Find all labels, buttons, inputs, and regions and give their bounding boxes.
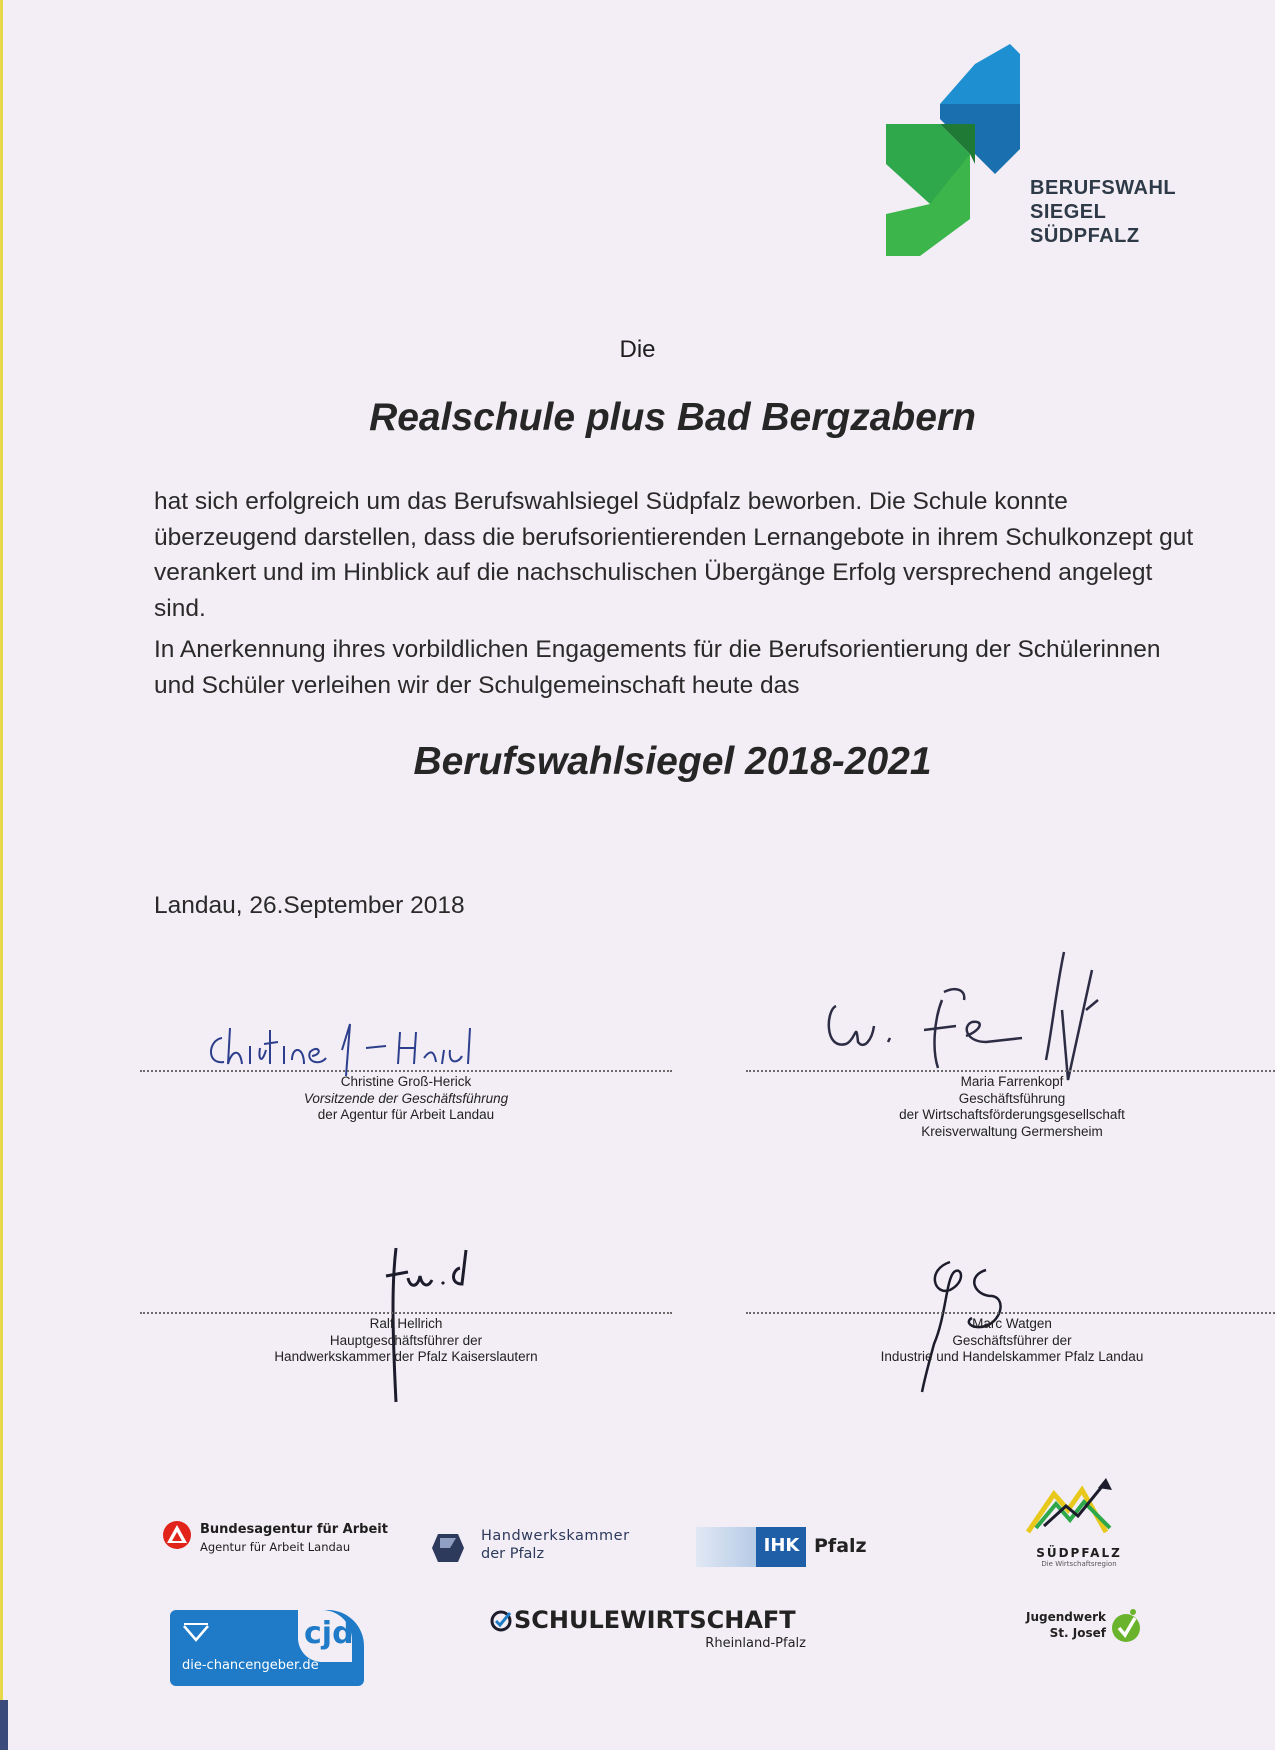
ihk-box-text: IHK: [763, 1535, 800, 1556]
signer-organization: der Agentur für Arbeit Landau: [317, 1107, 495, 1122]
scan-edge-corner: [0, 1700, 8, 1750]
signature-line-4: [746, 1312, 1275, 1314]
seal-line-3: SÜDPFALZ: [1030, 225, 1140, 247]
ba-emblem-icon: [162, 1520, 192, 1550]
paragraph-2: In Anerkennung ihres vorbildlichen Engagements für die Berufsorientierung der Schülerinnen und Schüler verleihen wir der Schulgemeinschaft heute das: [154, 636, 1161, 699]
signature-caption-1: [140, 1074, 672, 1124]
seal-wordmark: [1030, 176, 1176, 248]
signer-name: Christine Groß-Herick: [340, 1074, 472, 1089]
certificate-body: [154, 484, 1194, 709]
suedpfalz-logo: [1020, 1476, 1132, 1572]
berufswahlsiegel-logo: [880, 44, 1040, 256]
signer-organization-detail: Kreisverwaltung Germersheim: [921, 1123, 1103, 1139]
signature-caption-2: [746, 1074, 1275, 1140]
scan-edge-left: [0, 0, 3, 1750]
schulewirtschaft-name: SCHULEWIRTSCHAFT: [514, 1606, 796, 1634]
signature-caption-4: [746, 1316, 1275, 1366]
signature-line-2: [746, 1070, 1275, 1072]
intro-word: Die: [619, 336, 656, 363]
hwk-logo: [430, 1526, 670, 1572]
mountain-arrow-icon: [1026, 1476, 1126, 1536]
signer-role: Geschäftsführung: [958, 1090, 1066, 1106]
place-date: Landau, 26.September 2018: [154, 892, 465, 919]
seal-line-1: BERUFSWAHL: [1030, 177, 1177, 199]
suedpfalz-tagline: Die Wirtschaftsregion: [1041, 1560, 1117, 1568]
ba-logo: [162, 1518, 402, 1564]
signer-organization: Industrie und Handelskammer Pfalz Landau: [880, 1349, 1144, 1364]
schulewirtschaft-logo: [490, 1606, 820, 1656]
jugendwerk-logo: [1020, 1604, 1146, 1650]
checkmark-leaf-icon: [1110, 1608, 1142, 1644]
hwk-region: der Pfalz: [481, 1546, 545, 1562]
paragraph-1: hat sich erfolgreich um das Berufswahlsiegel Südpfalz beworben. Die Schule konnte überzeugend darstellen, dass die berufsorientierenden Lernangebote in ihrem Schulkonzept gut verankert und im Hinblick auf die nachschulischen Übergänge Erfolg versprechend angelegt sind.: [154, 488, 1194, 622]
jugendwerk-line1: Jugendwerk: [1026, 1610, 1106, 1624]
cjd-logo: [170, 1610, 364, 1686]
signer-name: Ralf Hellrich: [369, 1316, 443, 1331]
ihk-logo: [696, 1527, 886, 1569]
seal-line-2: SIEGEL: [1030, 201, 1107, 223]
signature-line-1: [140, 1070, 672, 1072]
award-title: Berufswahlsiegel 2018-2021: [413, 740, 932, 783]
school-name: Realschule plus Bad Bergzabern: [369, 396, 976, 439]
signature-caption-3: [140, 1316, 672, 1366]
ihk-region: Pfalz: [814, 1535, 867, 1557]
ihk-gradient: [696, 1527, 756, 1567]
schulewirtschaft-region: Rheinland-Pfalz: [705, 1636, 806, 1651]
ba-office: Agentur für Arbeit Landau: [200, 1540, 351, 1554]
signer-organization: Handwerkskammer der Pfalz Kaiserslautern: [274, 1349, 538, 1364]
signer-role: Vorsitzende der Geschäftsführung: [303, 1090, 509, 1106]
jugendwerk-line2: St. Josef: [1049, 1626, 1106, 1640]
hwk-emblem-icon: [430, 1532, 466, 1564]
hwk-name: Handwerkskammer: [481, 1528, 630, 1544]
signer-name: Maria Farrenkopf: [960, 1074, 1064, 1089]
signer-role: Geschäftsführer der: [952, 1332, 1072, 1348]
signature-line-3: [140, 1312, 672, 1314]
signer-organization: der Wirtschaftsförderungsgesellschaft: [899, 1107, 1125, 1122]
ba-name: Bundesagentur für Arbeit: [200, 1522, 388, 1537]
cjd-brand: cjd: [304, 1616, 354, 1651]
signer-name: Marc Watgen: [972, 1316, 1052, 1331]
cjd-emblem-icon: [182, 1622, 210, 1644]
checkmark-circle-icon: [490, 1610, 512, 1632]
signer-role: Hauptgeschäftsführer der: [329, 1332, 483, 1348]
suedpfalz-name: SÜDPFALZ: [1036, 1546, 1122, 1560]
cjd-url: die-chancengeber.de: [182, 1658, 319, 1673]
